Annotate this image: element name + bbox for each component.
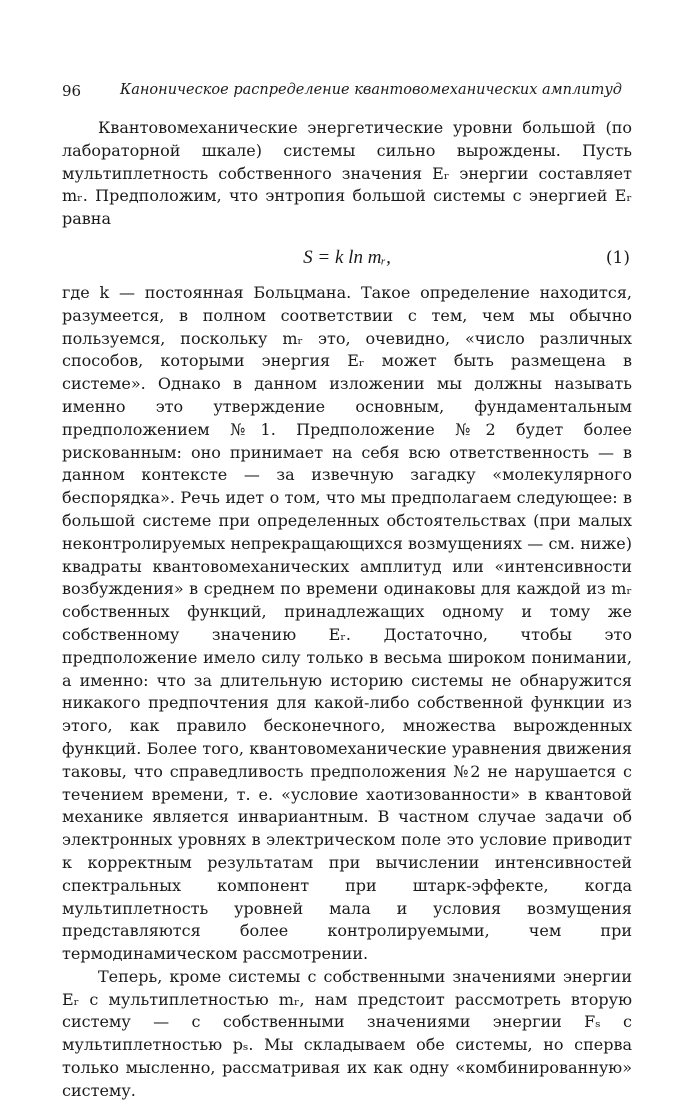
page-number: 96 — [62, 82, 82, 100]
equation-number: (1) — [605, 247, 630, 268]
paragraph-1: Квантовомеханические энергетические уровни большой (по лабораторной шкале) системы сильно вырождены. Пусть мультиплетность собственного значения Eᵣ энергии составляет mᵣ. Предположим, что энтропия большой системы с энергией Eᵣ равна — [62, 118, 632, 229]
equation-expression: S = k ln mᵣ, — [303, 246, 391, 268]
page-header — [62, 82, 642, 106]
equation-1 — [62, 239, 632, 277]
running-title: Каноническое распределение квантовомеханических амплитуд — [120, 82, 622, 98]
paragraph-2: где k — постоянная Больцмана. Такое определение находится, разумеется, в полном соответствии с тем, чем мы обычно пользуемся, поскольку mᵣ это, очевидно, «число различных способов, которыми энергия Eᵣ может быть размещена в системе». Однако в данном изложении мы должны называть именно это утверждение основным, фундаментальным предположением №1. Предположение №2 будет более рискованным: оно принимает на себя всю ответственность — в данном контексте — за извечную загадку «молекулярного беспорядка». Речь идет о том, что мы предполагаем следующее: в большой системе при определенных обстоятельствах (при малых неконтролируемых непрекращающихся возмущениях — см. ниже) квадраты квантовомеханических амплитуд или «интенсивности возбуждения» в среднем по времени одинаковы для каждой из mᵣ собственных функций, принадлежащих одному и тому же собственному значению Eᵣ. Достаточно, чтобы это предположение имело силу только в весьма широком понимании, а именно: что за длительную историю системы не обнаружится никакого предпочтения для какой-либо собственной функции из этого, как правило бесконечного, множества вырожденных функций. Более того, квантовомеханические уравнения движения таковы, что справедливость предположения №2 не нарушается с течением времени, т. е. «условие хаотизованности» в квантовой механике является инвариантным. В частном случае задачи об электронных уровнях в электрическом поле это условие приводит к корректным результатам при вычислении интенсивностей спектральных компонент при штарк-эффекте, когда мультиплетность уровней мала и условия возмущения представляются более контролируемыми, чем при термодинамическом рассмотрении. — [62, 282, 632, 964]
page-body — [62, 117, 632, 1103]
paragraph-3: Теперь, кроме системы с собственными значениями энергии Eᵣ с мультиплетностью mᵣ, нам предстоит рассмотреть вторую систему — с собственными значениями энергии Fₛ с мультиплетностью pₛ. Мы складываем обе системы, но сперва только мысленно, рассматривая их как одну «комбинированную» систему. — [62, 966, 632, 1100]
